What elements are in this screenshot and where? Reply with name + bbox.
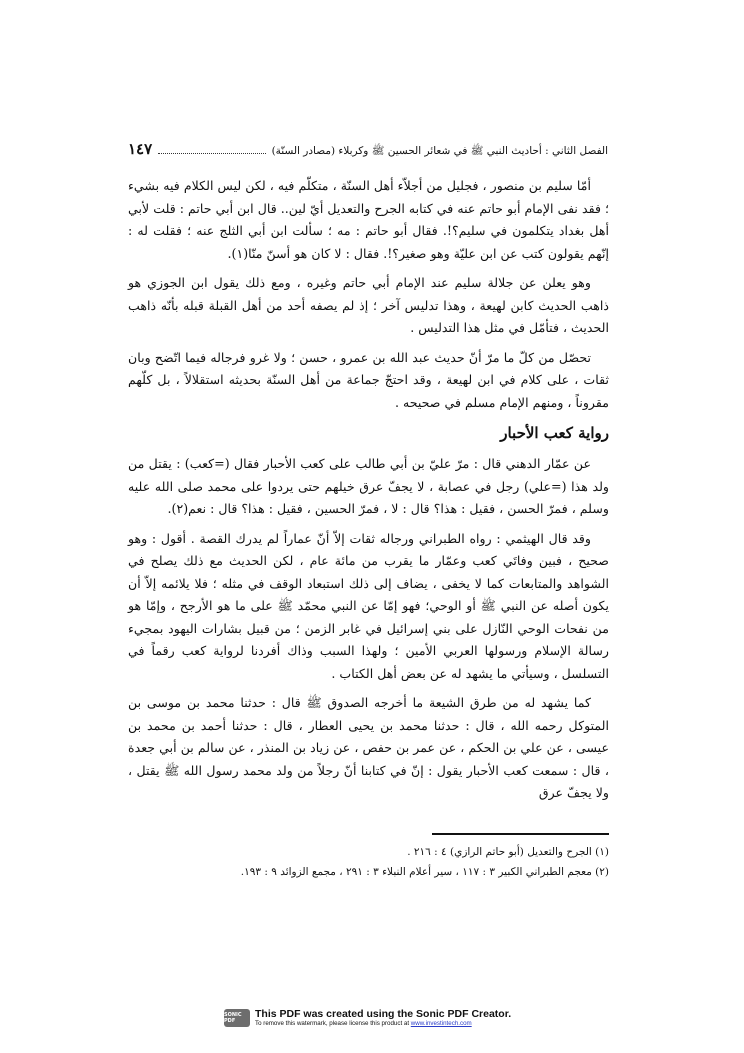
paragraph: كما يشهد له من طرق الشيعة ما أخرجه الصدوق ﷺ قال : حدثنا محمد بن موسى بن المتوكل رحمه الله ، قال : حدثنا محمد بن يحيى العطار ، قال : حدثنا أحمد بن محمد بن عيسى ، عن علي بن الحكم ، عن عمر بن حفص ، عن زياد بن المنذر ، عن سالم بن أبي جعدة ، قال : سمعت كعب الأحبار يقول : إنّ في كتابنا أنّ رجلاً من ولد محمد رسول الله ﷺ يقتل ، ولا يجفّ عرق — [128, 695, 609, 800]
pdf-watermark — [224, 1005, 524, 1031]
footnote: (١) الجرح والتعديل (أبو حاتم الرازي) ٤ : ٢١٦ . — [407, 846, 609, 858]
sonic-pdf-logo-icon: SONIC PDF — [224, 1009, 250, 1027]
paragraph: أمّا سليم بن منصور ، فجليل من أجلاّء أهل السنّة ، متكلّم فيه ، لكن ليس الكلام فيه بشيء ؛ فقد نفى الإمام أبو حاتم عنه في كتابه الجرح والتعديل أيّ لين.. قال ابن أبي حاتم : قلت لأبي أهل بغداد يتكلمون في سليم؟!. فقال أبو حاتم : مه ؛ سألت ابن أبي الثلج عنه ؛ فقلت له : إنّهم يقولون كتب عن ابن عليّة وهو صغير؟!. فقال : لا كان هو أسنّ منّا(١). — [128, 178, 609, 261]
chapter-title: الفصل الثاني : أحاديث النبي ﷺ في شعائر الحسين ﷺ وكربلاء (مصادر السنّة) — [271, 145, 608, 157]
watermark-line-2-text: To remove this watermark, please license this product at — [255, 1020, 411, 1027]
footnote-separator — [432, 833, 609, 835]
paragraph: وهو يعلن عن جلالة سليم عند الإمام أبي حاتم وغيره ، ومع ذلك يقول ابن الجوزي هو ذاهب الحديث كابن لهيعة ، وهذا تدليس آخر ؛ إذ لم يصفه أحد من أهل القبلة قبله بأنّه ذاهب الحديث ، فتأمّل في مثل هذا التدليس . — [128, 275, 609, 335]
section-heading: رواية كعب الأحبار — [500, 424, 609, 442]
watermark-line-2 — [255, 1020, 511, 1028]
watermark-text — [255, 1008, 511, 1028]
watermark-link[interactable]: www.investintech.com — [410, 1020, 472, 1027]
page-number: ١٤٧ — [128, 140, 153, 158]
main-text — [128, 175, 609, 812]
paragraph: وقد قال الهيثمي : رواه الطبراني ورجاله ثقات إلاّ أنّ عماراً لم يدرك القصة . أقول : وهو صحيح ، فبين وفاتَي كعب وعمّار ما يقرب من مائة عام ، لكن الحديث مع ذلك يصلح في الشواهد والمتابعات كما لا يخفى ، يضاف إلى ذلك استبعاد الوقف في مثله ؛ فلا يلائمه إلاّ أن يكون أصله عن النبي ﷺ أو الوحي؛ فهو إمّا عن النبي محمّد ﷺ على ما هو الأرجح ، وإمّا هو من نفحات الوحي النّازل على بني إسرائيل في غابر الزمن ؛ من قبيل بشارات اليهود بمجيء رسالة الإسلام ورسولها العربي الأمين ؛ ولهذا السبب وذاك أفردنا لرواية كعب رقماً في التسلسل ، وسيأتي ما يشهد له عن بعض أهل الكتاب . — [128, 530, 609, 681]
header-dot-leader — [158, 144, 265, 154]
footnote: (٢) معجم الطبراني الكبير ٣ : ١١٧ ، سير أعلام النبلاء ٣ : ٢٩١ ، مجمع الزوائد ٩ : ١٩٣. — [240, 866, 609, 878]
paragraph: تحصّل من كلّ ما مرّ أنّ حديث عبد الله بن عمرو ، حسن ؛ ولا غرو فرجاله فيما اتّضح وبان ثقات ، على كلام في ابن لهيعة ، وقد احتجّ جماعة من أهل السنّة بحديثه استقلالاً ، بل كلّهم مقروناً ، ومنهم الإمام مسلم في صحيحه . — [128, 349, 609, 410]
watermark-line-1: This PDF was created using the Sonic PDF Creator. — [255, 1008, 512, 1020]
paragraph: عن عمّار الدهني قال : مرّ عليّ بن أبي طالب على كعب الأحبار فقال (=كعب) : يقتل من ولد هذا (=علي) رجل في عصابة ، لا يجفّ عرق خيلهم حتى يردوا على محمد صلى الله عليه وسلم ، فمرّ الحسن ، فقيل : هذا؟ قال : لا ، فمرّ الحسين ، فقيل : هذا؟ قال : نعم(٢). — [128, 456, 609, 516]
footnotes — [128, 842, 609, 882]
running-header — [128, 140, 608, 162]
